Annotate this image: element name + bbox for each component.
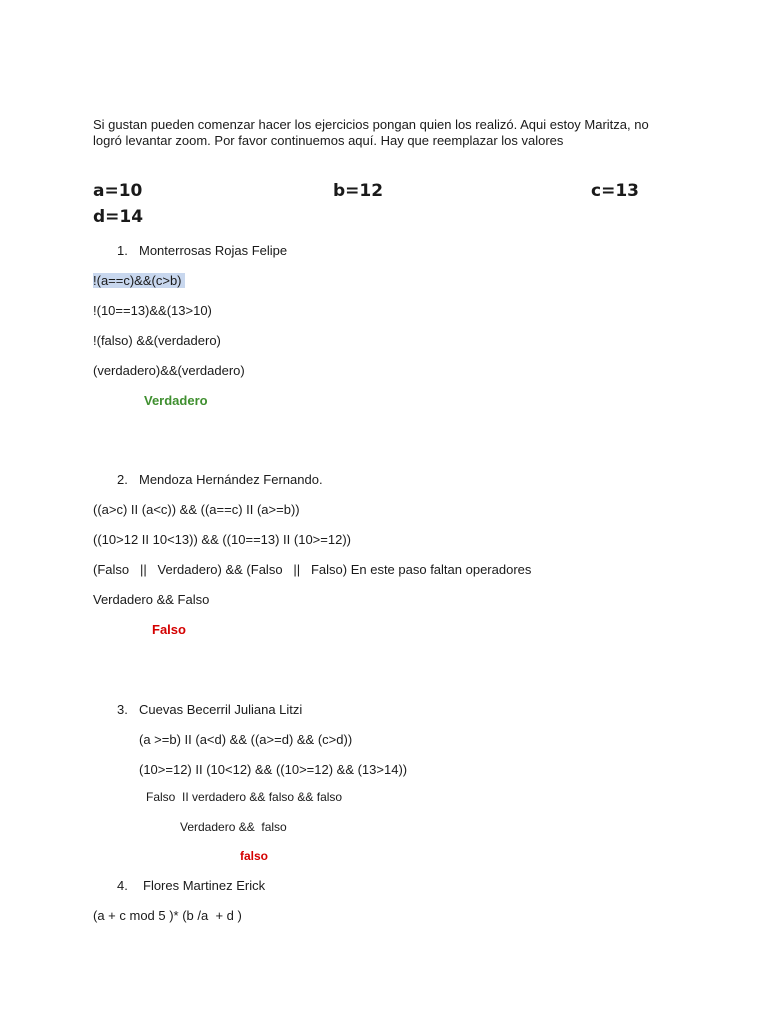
exercise-2-line-2: ((10>12 II 10<13)) && ((10==13) II (10>=12))	[93, 532, 351, 547]
exercise-3-line-4: Verdadero && falso	[180, 820, 287, 834]
exercise-1-line-1	[93, 273, 185, 288]
exercise-2-result: Falso	[152, 622, 186, 637]
exercise-3-heading	[117, 702, 302, 717]
exercise-3-result: falso	[240, 849, 269, 863]
exercise-2-line-3: (Falso || Verdadero) && (Falso || Falso) En este paso faltan operadores	[93, 562, 532, 577]
exercise-1-selection-highlight: !(a==c)&&(c>b)	[93, 273, 185, 288]
exercise-4-author: Flores Martinez Erick	[143, 878, 266, 893]
exercise-1-result: Verdadero	[144, 393, 208, 408]
var-a: a=10	[93, 181, 143, 201]
exercise-3-line-2: (10>=12) II (10<12) && ((10>=12) && (13>14))	[139, 762, 408, 777]
var-b: b=12	[333, 181, 384, 201]
exercise-4-heading	[117, 878, 265, 893]
exercise-1-line-4: (verdadero)&&(verdadero)	[93, 363, 245, 378]
exercise-3-line-3: Falso II verdadero && falso && falso	[146, 790, 343, 804]
exercise-1-heading	[117, 243, 287, 258]
exercise-1-author: Monterrosas Rojas Felipe	[139, 243, 288, 258]
exercise-2-author: Mendoza Hernández Fernando.	[139, 472, 323, 487]
exercise-2-line-1: ((a>c) II (a<c)) && ((a==c) II (a>=b))	[93, 502, 300, 517]
exercise-2-line-4: Verdadero && Falso	[93, 592, 210, 607]
exercise-1-line-2: !(10==13)&&(13>10)	[93, 303, 212, 318]
exercise-4-number: 4.	[117, 878, 128, 893]
exercise-3-line-1: (a >=b) II (a<d) && ((a>=d) && (c>d))	[139, 732, 353, 747]
exercise-4-line-1: (a + c mod 5 )* (b /a + d )	[93, 908, 242, 923]
exercise-1-line-3: !(falso) &&(verdadero)	[93, 333, 221, 348]
exercise-2-number: 2.	[117, 472, 128, 487]
exercise-1-number: 1.	[117, 243, 128, 258]
exercise-3-number: 3.	[117, 702, 128, 717]
intro-text: Si gustan pueden comenzar hacer los ejercicios pongan quien los realizó. Aqui estoy Maritza, no logró levantar zoom. Por favor continuemos aquí. Hay que reemplazar los valores	[93, 117, 649, 148]
var-c: c=13	[591, 181, 639, 201]
exercise-3-author: Cuevas Becerril Juliana Litzi	[139, 702, 303, 717]
var-d: d=14	[93, 207, 144, 227]
exercise-2-heading	[117, 472, 323, 487]
